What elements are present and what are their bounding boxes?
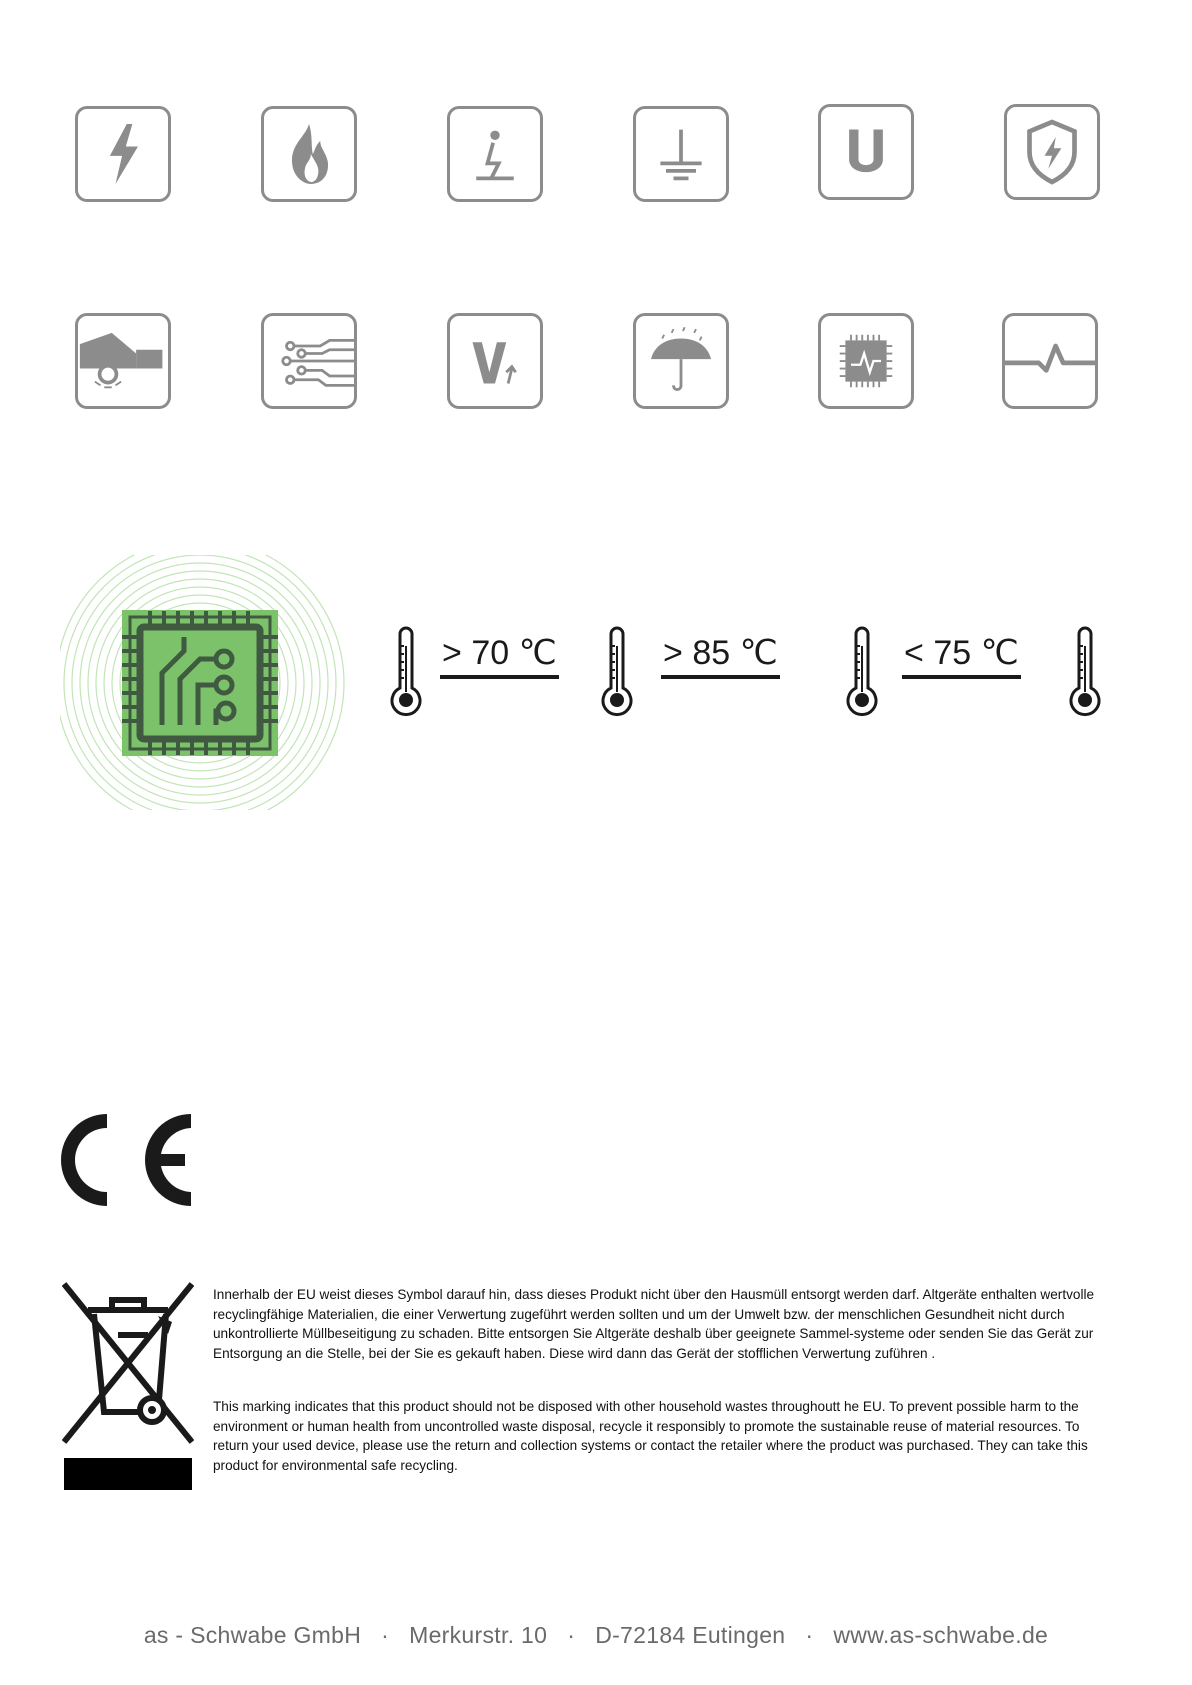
- footer-separator: ·: [567, 1622, 576, 1648]
- weee-crossed-bin-icon: [62, 1282, 194, 1492]
- footer-city: D-72184 Eutingen: [595, 1622, 786, 1648]
- fire-icon: [261, 106, 357, 202]
- thermometer-icon: [842, 626, 882, 718]
- pulse-line-icon: [1002, 313, 1098, 409]
- shield-lightning-icon: [1004, 104, 1100, 200]
- circuit-traces-icon: [261, 313, 357, 409]
- footer-website-link[interactable]: www.as-schwabe.de: [833, 1622, 1049, 1648]
- weee-notice-english: This marking indicates that this product should not be disposed with other household wastes throughoutt he EU. To prevent possible harm to the environment or human health from uncontrolled waste disposal, recycle it responsibly to promote the sustainable reuse of material resources. To return your used device, please use the return and collection systems or contact the retailer where the product was purchased. They can take this product for environmental safe recycling.: [213, 1399, 1088, 1473]
- thermometer-icon: [386, 626, 426, 718]
- umbrella-rain-icon: [633, 313, 729, 409]
- temperature-value: 85 ℃: [692, 634, 778, 672]
- ce-mark-icon: [55, 1110, 195, 1210]
- temperature-sign: >: [663, 634, 683, 672]
- ground-earth-icon: [633, 106, 729, 202]
- footer-address: [0, 1622, 1192, 1649]
- electric-shock-person-icon: [447, 106, 543, 202]
- footer-separator: ·: [381, 1622, 390, 1648]
- footer-company: as - Schwabe GmbH: [143, 1622, 362, 1648]
- thermometer-icon: [1065, 626, 1105, 718]
- lightning-bolt-icon: [75, 106, 171, 202]
- circuit-board-chip-icon: [60, 555, 350, 810]
- temperature-sign: >: [442, 634, 462, 672]
- processor-chip-icon: [818, 313, 914, 409]
- temperature-value: 75 ℃: [933, 634, 1019, 672]
- voltage-rising-icon: [447, 313, 543, 409]
- temperature-sign: <: [904, 634, 924, 672]
- weee-notice-german: Innerhalb der EU weist dieses Symbol darauf hin, dass dieses Produkt nicht über den Hausmüll entsorgt werden darf. Altgeräte enthalten wertvolle recyclingfähige Materialien, die einer Verwertung zugeführt werden sollten und um der Umwelt bzw. der menschlichen Gesundheit nicht durch unkontrollierte Müllbeseitigung zu schaden. Bitte entsorgen Sie Altgeräte deshalb über geeignete Sammel-systeme oder senden Sie das Gerät zur Entsorgung an die Stelle, bei der Sie es gekauft haben. Diese wird dann das Gerät der stofflichen Verwertung zuführen .: [213, 1287, 1095, 1361]
- footer-separator: ·: [805, 1622, 814, 1648]
- thermometer-icon: [597, 626, 637, 718]
- u-voltage-icon: [818, 104, 914, 200]
- temperature-value: 70 ℃: [471, 634, 557, 672]
- footer-street: Merkurstr. 10: [409, 1622, 548, 1648]
- dump-truck-icon: [75, 313, 171, 409]
